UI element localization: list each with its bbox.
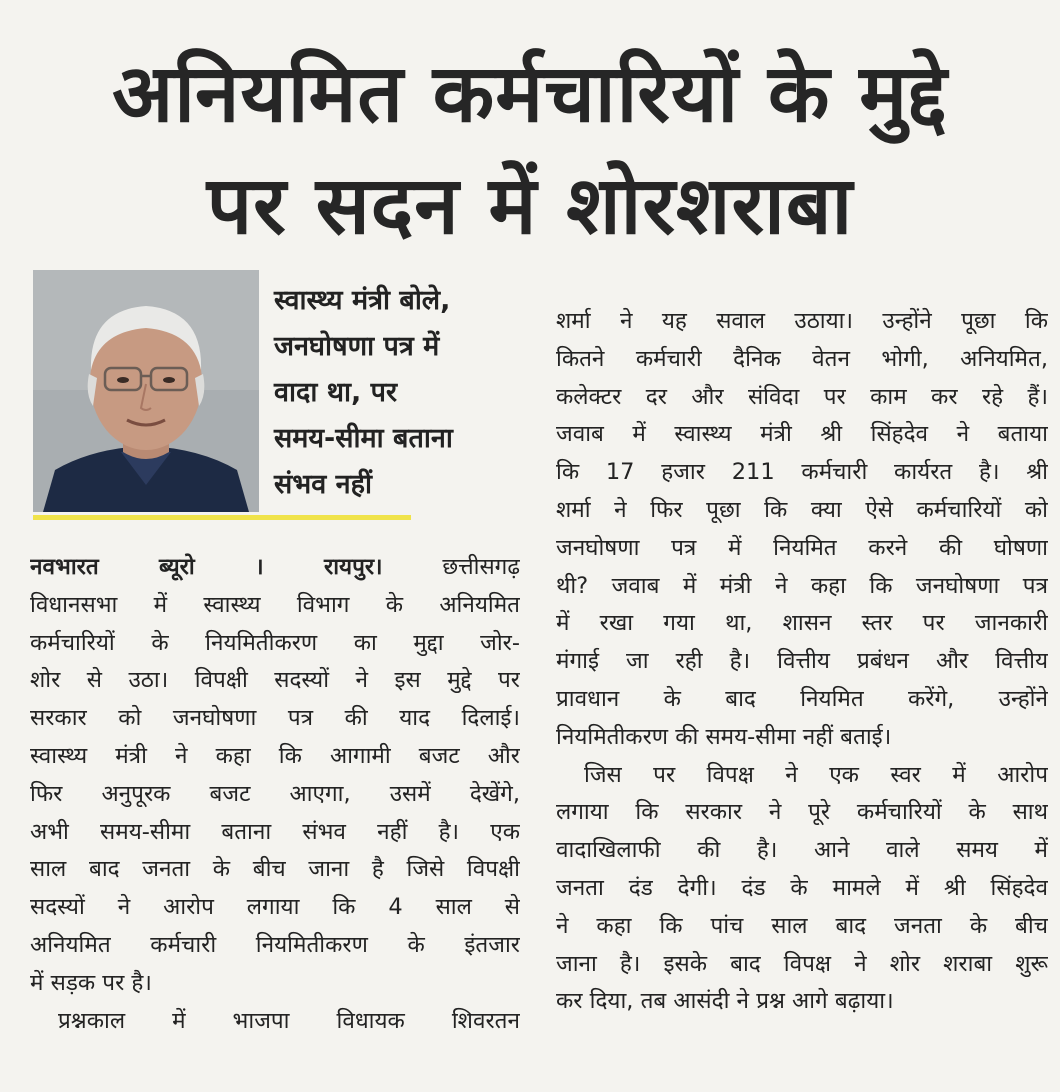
article-line: स्वास्थ्य मंत्री ने कहा कि आगामी बजट और xyxy=(30,742,520,769)
article-line: जनघोषणा पत्र में नियमित करने की घोषणा xyxy=(556,534,1048,561)
article-line: थी? जवाब में मंत्री ने कहा कि जनघोषणा पत्र xyxy=(556,572,1048,599)
article-line: कि 17 हजार 211 कर्मचारी कार्यरत है। श्री xyxy=(556,459,1048,486)
article-line: लगाया कि सरकार ने पूरे कर्मचारियों के साथ xyxy=(556,799,1048,826)
article-line: जाना है। इसके बाद विपक्ष ने शोर शराबा शुरू xyxy=(556,950,1048,977)
subheadline-line: स्वास्थ्य मंत्री बोले, xyxy=(274,285,451,316)
article-line: कर्मचारियों के नियमितीकरण का मुद्दा जोर- xyxy=(30,629,520,656)
article-line: जिस पर विपक्ष ने एक स्वर में आरोप xyxy=(584,761,1048,788)
article-line: प्रश्नकाल में भाजपा विधायक शिवरतन xyxy=(58,1007,520,1034)
article-line: साल बाद जनता के बीच जाना है जिसे विपक्षी xyxy=(30,856,520,883)
article-line: प्रावधान के बाद नियमित करेंगे, उन्होंने xyxy=(556,685,1048,712)
article-line: शर्मा ने फिर पूछा कि क्या ऐसे कर्मचारियों को xyxy=(556,496,1048,523)
article-line: मंगाई जा रही है। वित्तीय प्रबंधन और वित्तीय xyxy=(556,648,1048,675)
article-column-left xyxy=(30,549,520,1040)
article-line: कर दिया, तब आसंदी ने प्रश्न आगे बढ़ाया। xyxy=(556,988,894,1015)
article-line: नियमितीकरण की समय-सीमा नहीं बताई। xyxy=(556,723,892,750)
article-line: कितने कर्मचारी दैनिक वेतन भोगी, अनियमित, xyxy=(556,345,1048,372)
highlight-divider xyxy=(33,515,411,520)
article-line: ने कहा कि पांच साल बाद जनता के बीच xyxy=(556,912,1048,939)
byline: नवभारत ब्यूरो । रायपुर। xyxy=(30,554,383,580)
article-column-right xyxy=(556,303,1048,1021)
subheadline xyxy=(274,278,554,508)
article-line: अनियमित कर्मचारी नियमितीकरण के इंतजार xyxy=(30,931,520,958)
article-line: सरकार को जनघोषणा पत्र की याद दिलाई। xyxy=(30,705,520,732)
article-line xyxy=(30,549,520,587)
headline-line-1: अनियमित कर्मचारियों के मुद्दे xyxy=(112,47,948,140)
subheadline-line: वादा था, पर xyxy=(274,377,398,408)
article-line: फिर अनुपूरक बजट आएगा, उसमें देखेंगे, xyxy=(30,780,520,807)
headline-line-2: पर सदन में शोरशराबा xyxy=(206,159,854,252)
subheadline-line: जनघोषणा पत्र में xyxy=(274,331,440,362)
minister-portrait-icon xyxy=(33,270,259,512)
article-line: जनता दंड देगी। दंड के मामले में श्री सिंहदेव xyxy=(556,874,1048,901)
article-line: में रखा गया था, शासन स्तर पर जानकारी xyxy=(556,610,1048,637)
subheadline-line: समय-सीमा बताना xyxy=(274,423,453,454)
article-line: वादाखिलाफी की है। आने वाले समय में xyxy=(556,837,1048,864)
article-line: विधानसभा में स्वास्थ्य विभाग के अनियमित xyxy=(30,591,520,618)
article-line: में सड़क पर है। xyxy=(30,969,152,996)
article-line-text: छत्तीसगढ़ xyxy=(442,554,520,580)
article-line: शोर से उठा। विपक्षी सदस्यों ने इस मुद्दे पर xyxy=(30,667,520,694)
article-line: सदस्यों ने आरोप लगाया कि 4 साल से xyxy=(30,894,520,921)
article-line: अभी समय-सीमा बताना संभव नहीं है। एक xyxy=(30,818,520,845)
article-line: जवाब में स्वास्थ्य मंत्री श्री सिंहदेव ने बताया xyxy=(556,421,1048,448)
article-line: कलेक्टर दर और संविदा पर काम कर रहे हैं। xyxy=(556,383,1048,410)
subheadline-line: संभव नहीं xyxy=(274,469,372,500)
article-line: शर्मा ने यह सवाल उठाया। उन्होंने पूछा कि xyxy=(556,308,1048,334)
